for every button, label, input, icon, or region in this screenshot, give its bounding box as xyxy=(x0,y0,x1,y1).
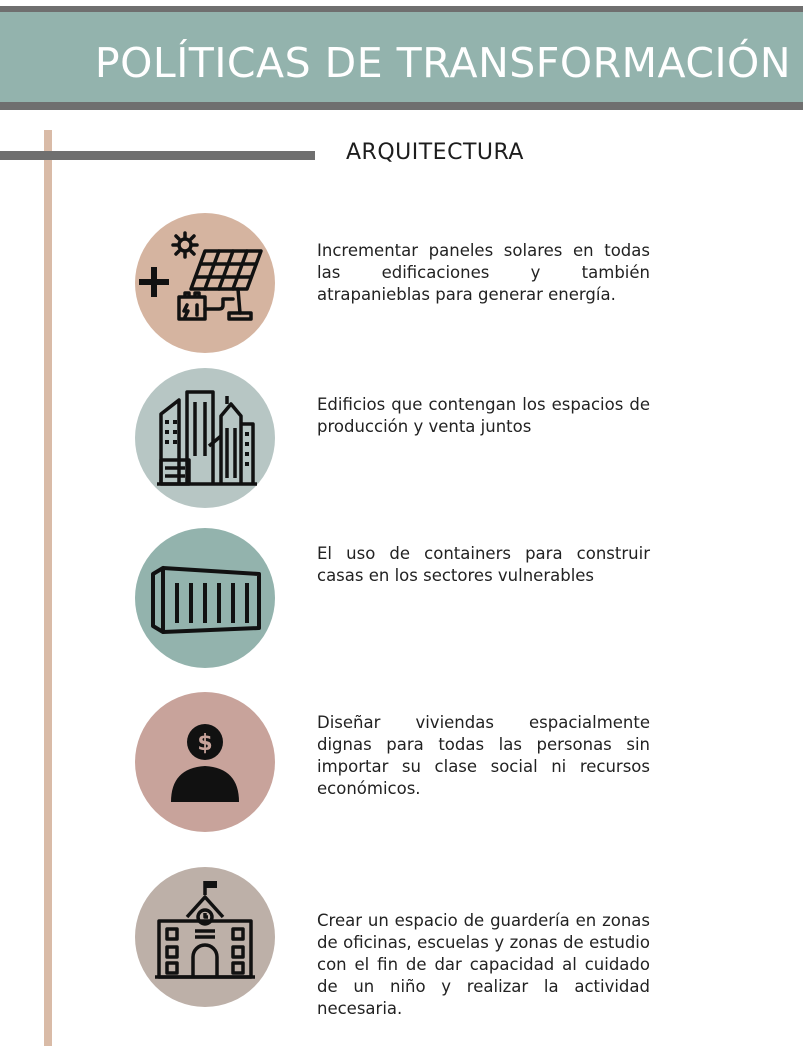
container-circle xyxy=(135,528,275,668)
person-circle xyxy=(135,692,275,832)
item-text-daycare: Crear un espacio de guardería en zonas de oficinas, escuelas y zonas de estudio con el fin de dar capacidad al cuidado de un niño y realizar la actividad necesaria. xyxy=(317,911,650,1018)
header-banner xyxy=(0,6,803,110)
shipping-container-icon xyxy=(135,528,275,668)
buildings-circle xyxy=(135,368,275,508)
svg-text:$: $ xyxy=(197,731,213,756)
city-buildings-icon xyxy=(135,368,275,508)
solar-panel-icon xyxy=(135,213,275,353)
item-text-buildings: Edificios que contengan los espacios de producción y venta juntos xyxy=(317,395,650,436)
page-title: POLÍTICAS DE TRANSFORMACIÓN xyxy=(94,39,791,87)
school-circle xyxy=(135,867,275,1007)
solar-panel-circle xyxy=(135,213,275,353)
school-building-icon xyxy=(135,867,275,1007)
section-rule xyxy=(0,151,315,160)
item-text-solar: Incrementar paneles solares en todas las edificaciones y también atrapanieblas para generar energía. xyxy=(317,241,650,304)
item-text-housing: Diseñar viviendas espacialmente dignas para todas las personas sin importar su clase social ni recursos económicos. xyxy=(317,713,650,798)
person-money-icon xyxy=(135,692,275,832)
item-text-container: El uso de containers para construir casas en los sectores vulnerables xyxy=(317,544,650,585)
section-title: ARQUITECTURA xyxy=(346,140,524,165)
vertical-accent-line xyxy=(44,130,52,1046)
